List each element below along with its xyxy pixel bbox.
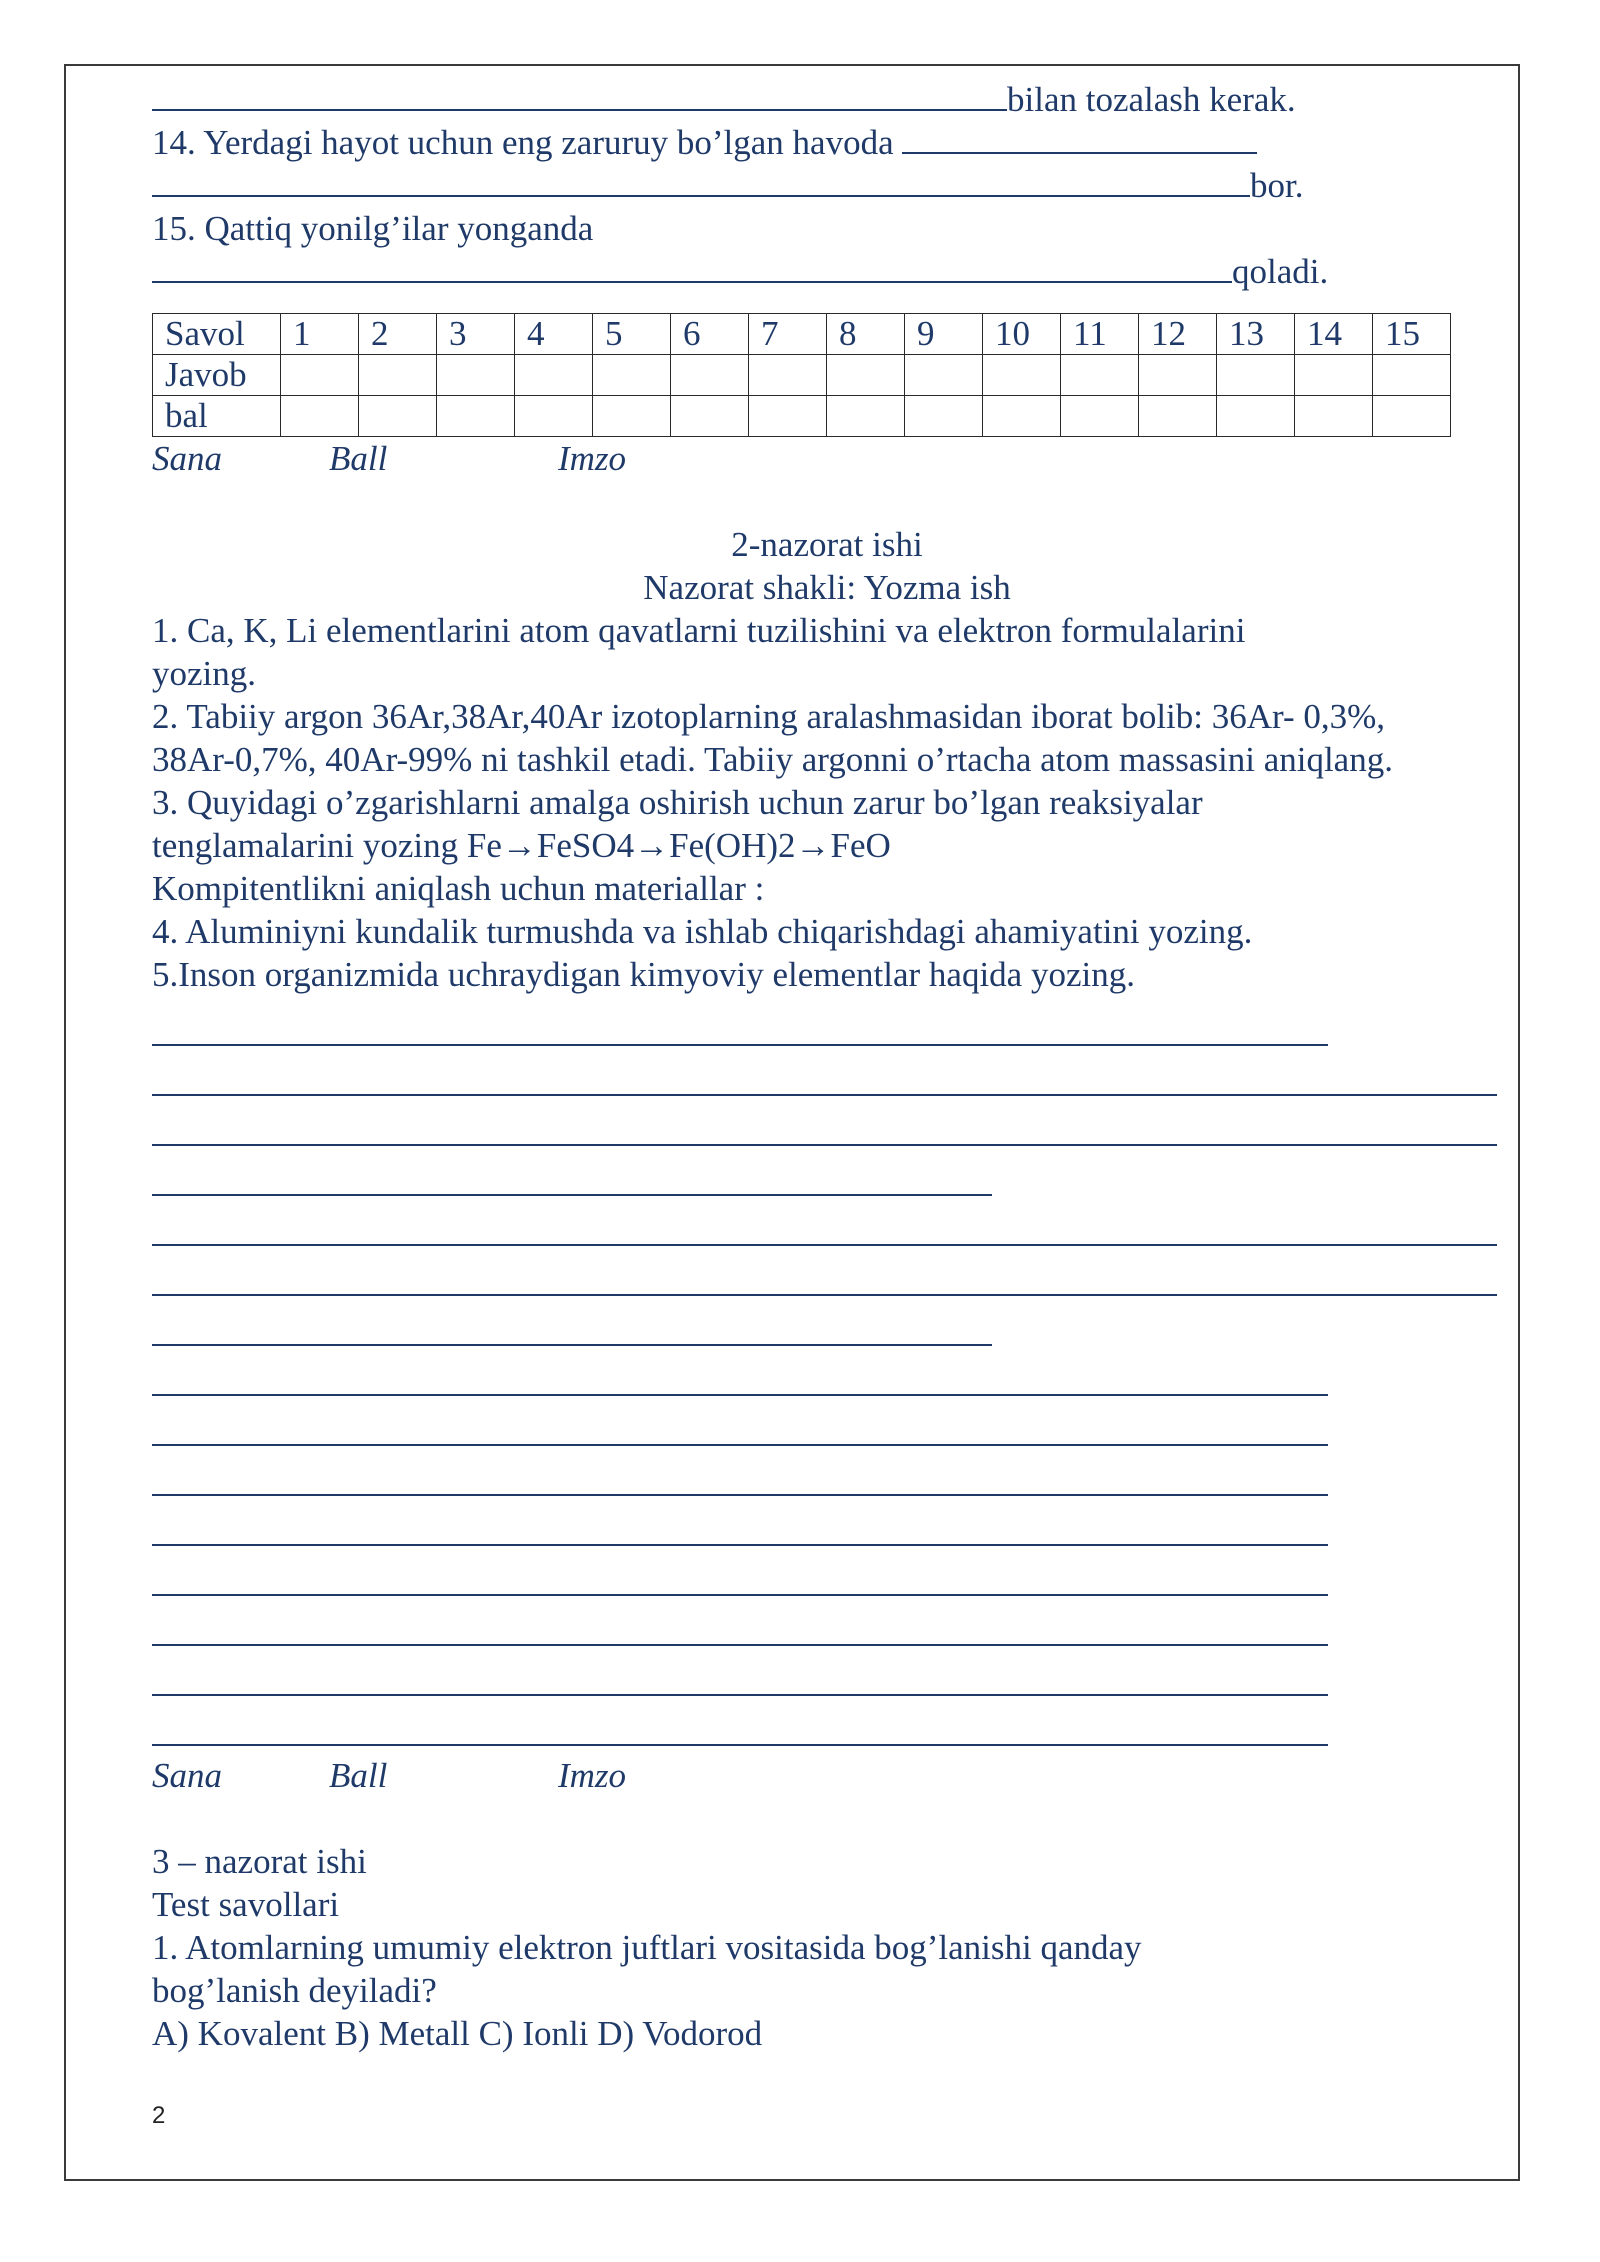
date-label: Sana xyxy=(152,1756,222,1795)
section2-line: 4. Aluminiyni kundalik turmushda va ishlab chiqarishdagi ahamiyatini yozing. xyxy=(152,912,1253,951)
q14-continuation xyxy=(152,164,1502,207)
table-cell: 9 xyxy=(905,314,983,355)
test-question: bog’lanish deyiladi? xyxy=(152,1971,437,2010)
blank-line[interactable] xyxy=(152,79,1007,111)
answer-cell[interactable] xyxy=(983,355,1061,396)
score-cell[interactable] xyxy=(983,396,1061,437)
section2-line: yozing. xyxy=(152,654,257,693)
section2-line: tenglamalarini yozing Fe→FeSO4→Fe(OH)2→FeO xyxy=(152,826,891,865)
table-cell: 3 xyxy=(437,314,515,355)
test-options: A) Kovalent B) Metall C) Ionli D) Vodorod xyxy=(152,2014,763,2053)
section2-line: 5.Inson organizmida uchraydigan kimyoviy elementlar haqida yozing. xyxy=(152,955,1135,994)
row-label-javob: Javob xyxy=(153,355,281,396)
q15-ending: qoladi. xyxy=(1232,252,1329,291)
signature-label: Imzo xyxy=(558,1756,627,1795)
answer-cell[interactable] xyxy=(437,355,515,396)
section2-title: 2-nazorat ishi xyxy=(731,525,923,564)
table-cell: 4 xyxy=(515,314,593,355)
answer-line[interactable] xyxy=(152,1596,1328,1646)
answer-line[interactable] xyxy=(152,1396,1328,1446)
date-label: Sana xyxy=(152,439,222,478)
score-cell[interactable] xyxy=(1217,396,1295,437)
score-cell[interactable] xyxy=(749,396,827,437)
answer-cell[interactable] xyxy=(1217,355,1295,396)
blank-line[interactable] xyxy=(152,165,1250,197)
answer-table xyxy=(152,313,1451,437)
answer-cell[interactable] xyxy=(515,355,593,396)
section2-line: 3. Quyidagi o’zgarishlarni amalga oshirish uchun zarur bo’lgan reaksiyalar xyxy=(152,783,1203,822)
answer-line[interactable] xyxy=(152,1346,1328,1396)
answer-line[interactable] xyxy=(152,1446,1328,1496)
answer-line[interactable] xyxy=(152,1096,1497,1146)
answer-cell[interactable] xyxy=(359,355,437,396)
q14-ending: bor. xyxy=(1250,166,1304,205)
answer-line[interactable] xyxy=(152,1246,1497,1296)
table-cell: 13 xyxy=(1217,314,1295,355)
answer-cell[interactable] xyxy=(1139,355,1217,396)
answer-cell[interactable] xyxy=(905,355,983,396)
answer-line[interactable] xyxy=(152,1146,992,1196)
table-cell: 10 xyxy=(983,314,1061,355)
section2-line: 2. Tabiiy argon 36Ar,38Ar,40Ar izotoplarning aralashmasidan iborat bolib: 36Ar- 0,3%, xyxy=(152,697,1386,736)
score-cell[interactable] xyxy=(1139,396,1217,437)
table-cell: 5 xyxy=(593,314,671,355)
answer-line[interactable] xyxy=(152,1546,1328,1596)
section2-line: 38Ar-0,7%, 40Ar-99% ni tashkil etadi. Tabiiy argonni o’rtacha atom massasini aniqlang. xyxy=(152,740,1393,779)
q13-continuation xyxy=(152,78,1502,121)
table-cell: 15 xyxy=(1373,314,1451,355)
answer-line[interactable] xyxy=(152,996,1328,1046)
score-cell[interactable] xyxy=(437,396,515,437)
score-cell[interactable] xyxy=(359,396,437,437)
table-row xyxy=(153,314,1451,355)
page-number: 2 xyxy=(152,2102,166,2129)
q15-continuation xyxy=(152,250,1502,293)
section2-line: Kompitentlikni aniqlash uchun materiallar : xyxy=(152,869,765,908)
table-cell: 8 xyxy=(827,314,905,355)
signature-row xyxy=(152,437,1502,480)
answer-lines xyxy=(152,996,1502,1746)
section2-line: 1. Ca, K, Li elementlarini atom qavatlarni tuzilishini va elektron formulalarini xyxy=(152,611,1246,650)
table-cell: 12 xyxy=(1139,314,1217,355)
score-cell[interactable] xyxy=(593,396,671,437)
score-cell[interactable] xyxy=(671,396,749,437)
score-cell[interactable] xyxy=(905,396,983,437)
score-label: Ball xyxy=(329,1756,388,1795)
table-cell: 1 xyxy=(281,314,359,355)
score-cell[interactable] xyxy=(1061,396,1139,437)
signature-row xyxy=(152,1754,1502,1797)
score-cell[interactable] xyxy=(281,396,359,437)
score-cell[interactable] xyxy=(1373,396,1451,437)
table-cell: 6 xyxy=(671,314,749,355)
section3-title: 3 – nazorat ishi xyxy=(152,1842,367,1881)
score-label: Ball xyxy=(329,439,388,478)
section2-subtitle: Nazorat shakli: Yozma ish xyxy=(643,568,1011,607)
table-cell: 11 xyxy=(1061,314,1139,355)
table-cell: 2 xyxy=(359,314,437,355)
score-cell[interactable] xyxy=(515,396,593,437)
answer-line[interactable] xyxy=(152,1296,992,1346)
section3-subtitle: Test savollari xyxy=(152,1885,340,1924)
answer-line[interactable] xyxy=(152,1196,1497,1246)
row-label-savol: Savol xyxy=(153,314,281,355)
answer-cell[interactable] xyxy=(749,355,827,396)
blank-line[interactable] xyxy=(902,122,1257,154)
q14-line xyxy=(152,121,1502,164)
document-body xyxy=(152,78,1502,2055)
table-row xyxy=(153,355,1451,396)
q15-line xyxy=(152,207,1502,250)
answer-cell[interactable] xyxy=(1373,355,1451,396)
q13-ending: bilan tozalash kerak. xyxy=(1007,80,1296,119)
score-cell[interactable] xyxy=(827,396,905,437)
table-cell: 14 xyxy=(1295,314,1373,355)
score-cell[interactable] xyxy=(1295,396,1373,437)
test-question: 1. Atomlarning umumiy elektron juftlari vositasida bog’lanishi qanday xyxy=(152,1928,1142,1967)
answer-cell[interactable] xyxy=(827,355,905,396)
table-row xyxy=(153,396,1451,437)
q14-text: 14. Yerdagi hayot uchun eng zaruruy bo’lgan havoda xyxy=(152,123,894,162)
answer-line[interactable] xyxy=(152,1046,1497,1096)
answer-cell[interactable] xyxy=(1061,355,1139,396)
answer-line[interactable] xyxy=(152,1646,1328,1696)
q15-text: 15. Qattiq yonilg’ilar yonganda xyxy=(152,209,594,248)
answer-line[interactable] xyxy=(152,1496,1328,1546)
answer-cell[interactable] xyxy=(593,355,671,396)
blank-line[interactable] xyxy=(152,251,1232,283)
row-label-bal: bal xyxy=(153,396,281,437)
table-cell: 7 xyxy=(749,314,827,355)
answer-line[interactable] xyxy=(152,1696,1328,1746)
signature-label: Imzo xyxy=(558,439,627,478)
answer-cell[interactable] xyxy=(671,355,749,396)
answer-cell[interactable] xyxy=(1295,355,1373,396)
answer-cell[interactable] xyxy=(281,355,359,396)
